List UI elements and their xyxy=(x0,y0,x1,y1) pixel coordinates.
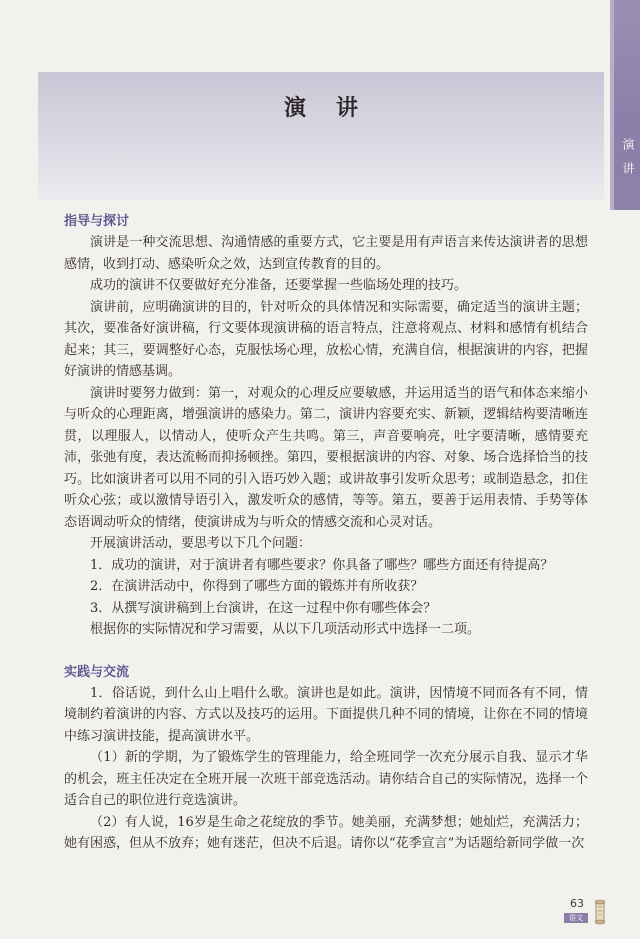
tab-strip xyxy=(610,0,614,210)
subject-badge: 语文 xyxy=(564,913,588,923)
page-content xyxy=(64,212,588,855)
section-heading-guidance: 指导与探讨 xyxy=(64,214,130,229)
paragraph: 开展演讲活动，要思考以下几个问题： xyxy=(90,536,312,551)
side-chapter-tab xyxy=(610,0,640,210)
page-title: 演讲 xyxy=(283,95,388,121)
paragraph: 演讲前，应明确演讲的目的，针对听众的具体情况和实际需要，确定适当的演讲主题；其次，要准备好演讲稿，行文要体现演讲稿的语言特点，注意将观点、材料和感情有机结合起来；其三，要调整好心态，克服怯场心理，放松心情，充满自信，根据演讲的内容，把握好演讲的情感基调。 xyxy=(64,299,588,379)
title-band xyxy=(38,72,604,200)
scroll-icon xyxy=(594,899,606,925)
section-heading-practice: 实践与交流 xyxy=(64,664,130,680)
page-footer xyxy=(562,897,614,931)
paragraph: 演讲时要努力做到：第一，对观众的心理反应要敏感，并运用适当的语气和体态来缩小与听众的心理距离，增强演讲的感染力。第二，演讲内容要充实、新颖，逻辑结构要清晰连贯，以理服人，以情动人，使听众产生共鸣。第三，声音要响亮，吐字要清晰，感情要充沛，张弛有度，表达流畅而抑扬顿挫。第四，要根据演讲的内容、对象、场合选择恰当的技巧。比如演讲者可以用不同的引入语巧妙入题；或讲故事引发听众思考；或制造悬念，扣住听众心弦；或以激情导语引入，激发听众的感情，等等。第五，要善于运用表情、手势等体态语调动听众的情绪，使演讲成为与听众的情感交流和心灵对话。 xyxy=(64,385,588,530)
question-item: 2．在演讲活动中，你得到了哪些方面的锻炼并有所收获？ xyxy=(90,579,424,594)
question-item: 1．成功的演讲，对于演讲者有哪些要求？你具备了哪些？哪些方面还有待提高？ xyxy=(90,557,554,573)
section-gap xyxy=(64,641,588,663)
paragraph: （1）新的学期，为了锻炼学生的管理能力，给全班同学一次充分展示自我、显示才华的机会，班主任决定在全班开展一次班干部竞选活动。请你结合自己的实际情况，选择一个适合自己的职位进行竞选演讲。 xyxy=(64,750,588,808)
page-number: 63 xyxy=(570,897,584,910)
paragraph: 1．俗话说，到什么山上唱什么歌。演讲也是如此。演讲，因情境不同而各有不同，情境制约着演讲的内容、方式以及技巧的运用。下面提供几种不同的情境，让你在不同的情境中练习演讲技能，提高演讲水平。 xyxy=(64,685,588,744)
paragraph: （2）有人说，16岁是生命之花绽放的季节。她美丽，充满梦想；她灿烂，充满活力；她有困惑，但从不放弃；她有迷茫，但决不后退。请你以“花季宣言”为话题给新同学做一次 xyxy=(64,814,588,851)
paragraph: 演讲是一种交流思想、沟通情感的重要方式，它主要是用有声语言来传达演讲者的思想感情，收到打动、感染听众之效，达到宣传教育的目的。 xyxy=(64,235,588,272)
question-item: 3．从撰写演讲稿到上台演讲，在这一过程中你有哪些体会？ xyxy=(90,600,437,616)
side-tab-label: 演讲 xyxy=(621,138,635,186)
paragraph: 成功的演讲不仅要做好充分准备，还要掌握一些临场处理的技巧。 xyxy=(90,278,468,293)
paragraph: 根据你的实际情况和学习需要，从以下几项活动形式中选择一二项。 xyxy=(90,622,481,637)
